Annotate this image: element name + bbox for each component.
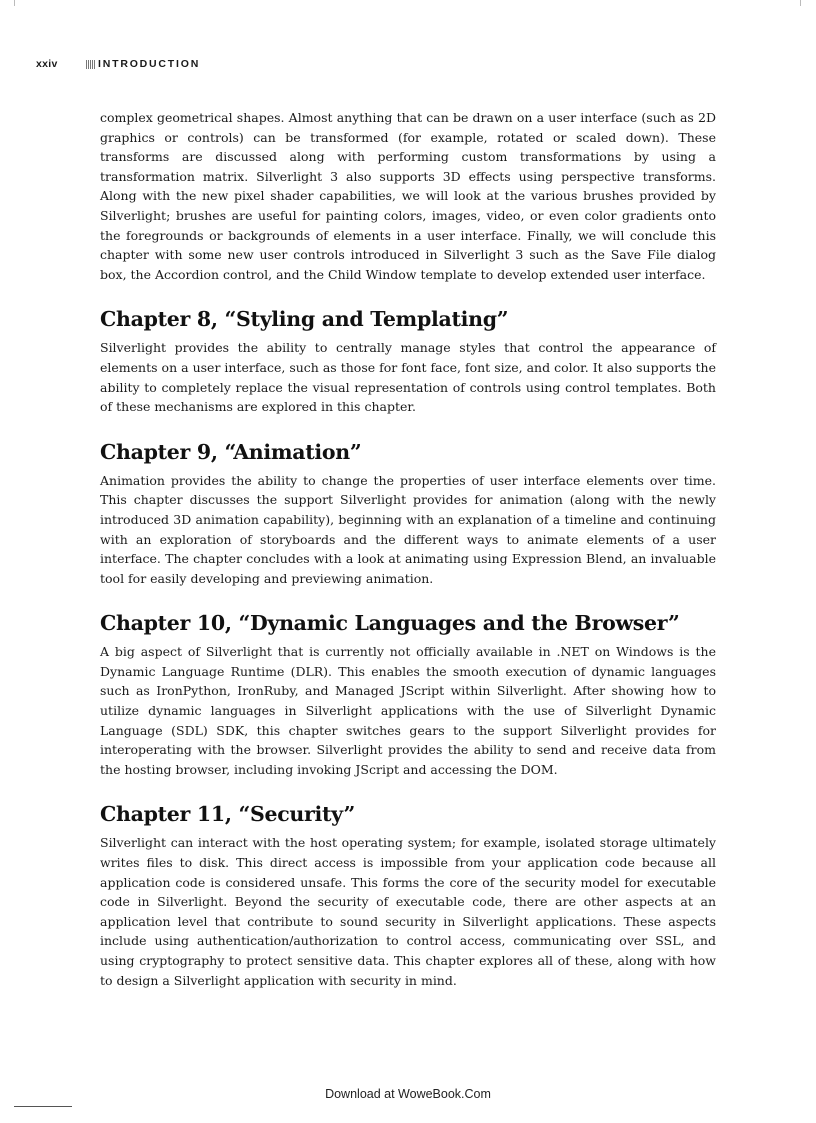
page-number: xxiv xyxy=(36,58,58,70)
chapter-heading: Chapter 11, “Security” xyxy=(100,802,356,827)
chapter-description: Silverlight provides the ability to centrally manage styles that control the appearance of elements on a user interface, such as those for font face, font size, and color. It also supports the ability to completely replace the visual representation of controls using control templates. Both of these mechanisms are explored in this chapter. xyxy=(100,340,716,415)
chapter-section-10 xyxy=(100,610,716,779)
chapter-heading: Chapter 9, “Animation” xyxy=(100,439,362,464)
chapter-section-11 xyxy=(100,801,716,990)
chapter-heading: Chapter 10, “Dynamic Languages and the Browser” xyxy=(100,611,680,636)
running-header xyxy=(36,57,200,71)
page-body xyxy=(100,108,716,990)
chapter-section-8 xyxy=(100,306,716,416)
section-title: INTRODUCTION xyxy=(98,58,201,70)
chapter-description: Silverlight can interact with the host operating system; for example, isolated storage ultimately writes files to disk. This direct access is impossible from your application code because all application code is considered unsafe. This forms the core of the security model for executable code in Silverlight. Beyond the security of executable code, there are other aspects at an application level that contribute to sound security in Silverlight applications. These aspects include using authentication/authorization to control access, communicating over SSL, and using cryptography to protect sensitive data. This chapter explores all of these, along with how to design a Silverlight application with security in mind. xyxy=(100,835,716,988)
chapter-description: A big aspect of Silverlight that is currently not officially available in .NET on Windows is the Dynamic Language Runtime (DLR). This enables the smooth execution of dynamic languages such as IronPython, IronRuby, and Managed JScript within Silverlight. After showing how to utilize dynamic languages in Silverlight applications with the use of Silverlight Dynamic Language (SDL) SDK, this chapter switches gears to the support Silverlight provides for interoperating with the browser. Silverlight provides the ability to send and receive data from the hosting browser, including invoking JScript and accessing the DOM. xyxy=(100,644,716,777)
footer-download-note: Download at WoweBook.Com xyxy=(325,1087,491,1101)
chapter-description: Animation provides the ability to change the properties of user interface elements over time. This chapter discusses the support Silverlight provides for animation (along with the newly introduced 3D animation capability), beginning with an explanation of a timeline and continuing with an exploration of storyboards and the different ways to animate elements of a user interface. The chapter concludes with a look at animating using Expression Blend, an invaluable tool for easily developing and previewing animation. xyxy=(100,472,716,586)
chapter-section-9 xyxy=(100,439,716,589)
crop-mark-tick xyxy=(800,0,801,6)
crop-mark-line xyxy=(14,1106,72,1107)
crop-mark-tick xyxy=(14,0,15,6)
header-bars-decoration xyxy=(86,60,96,69)
intro-paragraph: complex geometrical shapes. Almost anything that can be drawn on a user interface (such as 2D graphics or controls) can be transformed (for example, rotated or scaled down). These transforms are discussed along with performing custom transformations by using a transformation matrix. Silverlight 3 also supports 3D effects using perspective transforms. Along with the new pixel shader capabilities, we will look at the various brushes provided by Silverlight; brushes are useful for painting colors, images, video, or even color gradients onto the foregrounds or backgrounds of elements in a user interface. Finally, we will conclude this chapter with some new user controls introduced in Silverlight 3 such as the Save File dialog box, the Accordion control, and the Child Window template to develop extended user interface. xyxy=(100,110,716,282)
chapter-heading: Chapter 8, “Styling and Templating” xyxy=(100,307,509,332)
